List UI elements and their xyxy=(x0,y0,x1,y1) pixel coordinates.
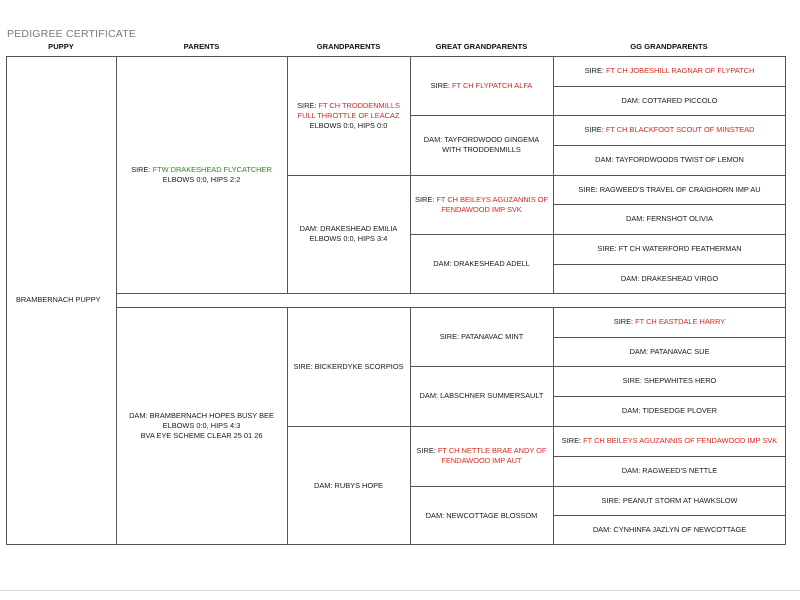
parent-dam-eye: BVA EYE SCHEME CLEAR 25 01 26 xyxy=(140,431,263,440)
gg-grandparent-cell xyxy=(553,486,786,515)
grandparent-health: ELBOWS 0:0, HIPS 3:4 xyxy=(309,234,388,243)
great-grandparent-line xyxy=(414,446,549,466)
gg-grandparent-name: DAM: TAYFORDWOODS TWIST OF LEMON xyxy=(595,155,744,164)
great-grandparent-cell xyxy=(410,366,553,426)
great-grandparent-cell xyxy=(410,175,553,234)
sire-prefix: SIRE: xyxy=(415,194,437,204)
great-grandparent-cell xyxy=(410,115,553,175)
gg-grandparent-name: DAM: RAGWEED'S NETTLE xyxy=(621,466,718,475)
grandparent-cell xyxy=(287,307,410,426)
page-bottom-rule xyxy=(0,590,800,591)
parent-sire-name: FTW DRAKESHEAD FLYCATCHER xyxy=(152,164,272,174)
great-grandparent-name: FT CH NETTLE BRAE ANDY OF FENDAWOOD IMP AUT xyxy=(437,446,547,465)
sire-prefix: SIRE: xyxy=(584,125,606,134)
parent-sire-line xyxy=(131,165,272,175)
parent-dam-name: DAM: BRAMBERNACH HOPES BUSY BEE xyxy=(129,411,274,420)
great-grandparent-cell xyxy=(410,486,553,545)
gg-grandparent-line xyxy=(562,436,777,446)
great-grandparent-line xyxy=(431,81,533,91)
great-grandparent-cell xyxy=(410,234,553,293)
gg-grandparent-name: FT CH EASTDALE HARRY xyxy=(635,317,726,326)
gg-grandparent-cell xyxy=(553,56,786,86)
gg-grandparent-name: SIRE: PEANUT STORM AT HAWKSLOW xyxy=(601,495,738,505)
great-grandparent-name: DAM: NEWCOTTAGE BLOSSOM xyxy=(425,510,538,520)
gg-grandparent-cell xyxy=(553,426,786,456)
gg-grandparent-name: DAM: TIDESEDGE PLOVER xyxy=(621,406,718,415)
gg-grandparent-cell xyxy=(553,337,786,366)
gg-grandparent-name: FT CH BLACKFOOT SCOUT OF MINSTEAD xyxy=(605,125,755,134)
great-grandparent-line xyxy=(414,195,549,215)
gg-grandparent-cell xyxy=(553,86,786,115)
gg-grandparent-cell xyxy=(553,307,786,337)
gg-grandparent-name: DAM: CYNHINFA JAZLYN OF NEWCOTTAGE xyxy=(592,525,747,534)
gg-grandparent-cell xyxy=(553,456,786,486)
gg-grandparent-name: DAM: COTTARED PICCOLO xyxy=(621,95,718,105)
header-puppy: PUPPY xyxy=(48,42,74,51)
gg-grandparent-name: FT CH JOBESHILL RAGNAR OF FLYPATCH xyxy=(606,66,755,75)
grandparent-name: DAM: RUBYS HOPE xyxy=(314,480,383,490)
gg-grandparent-cell xyxy=(553,396,786,426)
parent-sire-cell xyxy=(116,56,287,293)
sire-prefix: SIRE: xyxy=(131,164,153,174)
grandparent-sire-line xyxy=(291,101,406,121)
sire-prefix: SIRE: xyxy=(416,446,438,455)
sire-prefix: SIRE: xyxy=(297,100,319,110)
sire-prefix: SIRE: xyxy=(613,317,636,326)
grandparent-cell xyxy=(287,56,410,175)
gg-grandparent-line xyxy=(585,66,755,76)
grandparent-health: ELBOWS 0:0, HIPS 0:0 xyxy=(309,120,388,130)
grandparent-cell xyxy=(287,426,410,545)
gg-grandparent-line xyxy=(614,317,725,327)
gg-grandparent-name: DAM: PATANAVAC SUE xyxy=(629,346,710,356)
header-parents: PARENTS xyxy=(183,42,220,51)
great-grandparent-name: DAM: TAYFORDWOOD GINGEMA WITH TRODDENMILLS xyxy=(423,135,540,154)
gg-grandparent-name: DAM: DRAKESHEAD VIRGO xyxy=(620,273,719,283)
gg-grandparent-line xyxy=(584,125,754,135)
great-grandparent-name: SIRE: PATANAVAC MINT xyxy=(439,331,524,341)
great-grandparent-cell xyxy=(410,426,553,486)
grandparent-cell xyxy=(287,175,410,293)
gg-grandparent-name: DAM: FERNSHOT OLIVIA xyxy=(626,214,713,223)
parent-dam-cell xyxy=(116,307,287,545)
great-grandparent-cell xyxy=(410,56,553,115)
gg-grandparent-name: SIRE: SHEPWHITES HERO xyxy=(622,376,717,385)
gg-grandparent-cell xyxy=(553,366,786,396)
page-title: PEDIGREE CERTIFICATE xyxy=(7,28,137,40)
gg-grandparent-cell xyxy=(553,204,786,234)
header-gg-grandparents: GG GRANDPARENTS xyxy=(630,42,708,51)
puppy-name: BRAMBERNACH PUPPY xyxy=(16,295,101,304)
sire-prefix: SIRE: xyxy=(430,80,452,90)
gg-grandparent-name: FT CH BEILEYS AGUZANNIS OF FENDAWOOD IMP SVK xyxy=(583,436,778,445)
gg-grandparent-cell xyxy=(553,234,786,264)
great-grandparent-name: FT CH FLYPATCH ALFA xyxy=(452,80,533,90)
grandparent-name: DAM: DRAKESHEAD EMILIA xyxy=(299,224,398,233)
grandparent-name: SIRE: BICKERDYKE SCORPIOS xyxy=(293,361,404,371)
gg-grandparent-name: SIRE: FT CH WATERFORD FEATHERMAN xyxy=(597,244,742,253)
grandparent-name: FT CH TRODDENMILLS FULL THROTTLE OF LEACAZ xyxy=(297,100,400,120)
great-grandparent-name: DAM: LABSCHNER SUMMERSAULT xyxy=(419,391,544,400)
parent-dam-health: ELBOWS 0:0, HIPS 4:3 xyxy=(162,421,241,430)
sire-prefix: SIRE: xyxy=(584,66,607,75)
great-grandparent-name: DAM: DRAKESHEAD ADELL xyxy=(433,258,530,268)
great-grandparent-name: FT CH BEILEYS AGUZANNIS OF FENDAWOOD IMP SVK xyxy=(436,194,548,214)
gg-grandparent-cell xyxy=(553,264,786,293)
puppy-cell xyxy=(6,280,116,320)
separator-band-top xyxy=(116,293,786,294)
sire-prefix: SIRE: xyxy=(561,436,584,445)
header-great-grandparents: GREAT GRANDPARENTS xyxy=(435,42,528,51)
gg-grandparent-cell xyxy=(553,145,786,175)
great-grandparent-cell xyxy=(410,307,553,366)
gg-grandparent-name: SIRE: RAGWEED'S TRAVEL OF CRAIGHORN IMP AU xyxy=(578,184,761,194)
gg-grandparent-cell xyxy=(553,515,786,545)
parent-sire-health: ELBOWS 0:0, HIPS 2:2 xyxy=(162,174,241,184)
gg-grandparent-cell xyxy=(553,175,786,204)
gg-grandparent-cell xyxy=(553,115,786,145)
header-grandparents: GRANDPARENTS xyxy=(316,42,381,51)
